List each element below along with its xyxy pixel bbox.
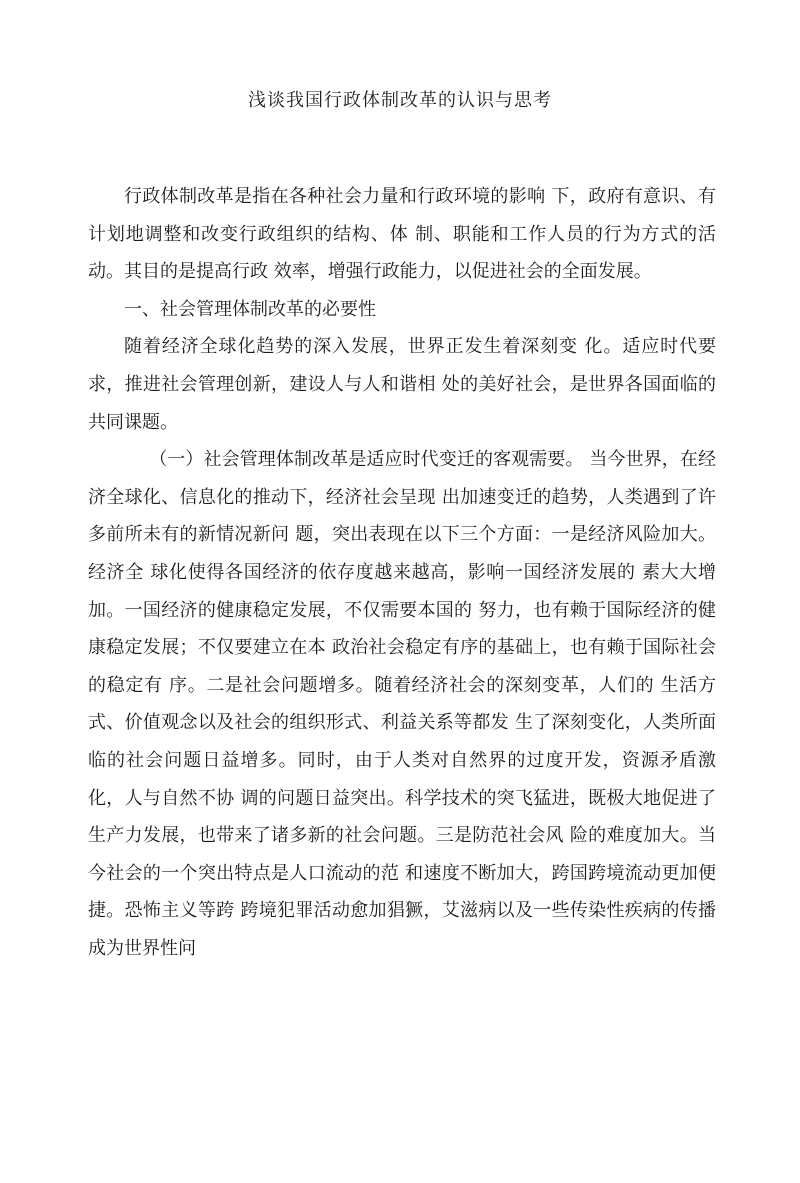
section-heading: 一、社会管理体制改革的必要性 — [124, 298, 376, 320]
paragraph-subsection-one: （一）社会管理体制改革是适应时代变迁的客观需要。 当今世界，在经济全球化、信息化的推动下，经济社会呈现 出加速变迁的趋势，人类遇到了许多前所未有的新情况新问 题，突出表现在以下三个方面：一是经济风险加大。经济全 球化使得各国经济的依存度越来越高，影响一国经济发展的 素大大增加。一国经济的健康稳定发展，不仅需要本国的 努力，也有赖于国际经济的健康稳定发展；不仅要建立在本 政治社会稳定有序的基础上，也有赖于国际社会的稳定有 序。二是社会问题增多。随着经济社会的深刻变革，人们的 生活方式、价值观念以及社会的组织形式、利益关系等都发 生了深刻变化，人类所面临的社会问题日益增多。同时，由于人类对自然界的过度开发，资源矛盾激化，人与自然不协 调的问题日益突出。科学技术的突飞猛进，既极大地促进了 生产力发展，也带来了诸多新的社会问题。三是防范社会风 险的难度加大。当今社会的一个突出特点是人口流动的范 和速度不断加大，跨国跨境流动更加便捷。恐怖主义等跨 跨境犯罪活动愈加猖獗，艾滋病以及一些传染性疾病的传播 成为世界性问 — [88, 449, 716, 959]
document-body — [88, 178, 716, 967]
paragraph-definition: 行政体制改革是指在各种社会力量和行政环境的影响 下，政府有意识、有计划地调整和改变行政组织的结构、体 制、职能和工作人员的行为方式的活动。其目的是提高行政 效率，增强行政能力，以促进社会的全面发展。 — [88, 186, 716, 283]
paragraph-globalization: 随着经济全球化趋势的深入发展，世界正发生着深刻变 化。适应时代要求，推进社会管理创新，建设人与人和谐相 处的美好社会，是世界各国面临的共同课题。 — [88, 336, 716, 433]
document-title: 浅谈我国行政体制改革的认识与思考 — [248, 90, 552, 111]
